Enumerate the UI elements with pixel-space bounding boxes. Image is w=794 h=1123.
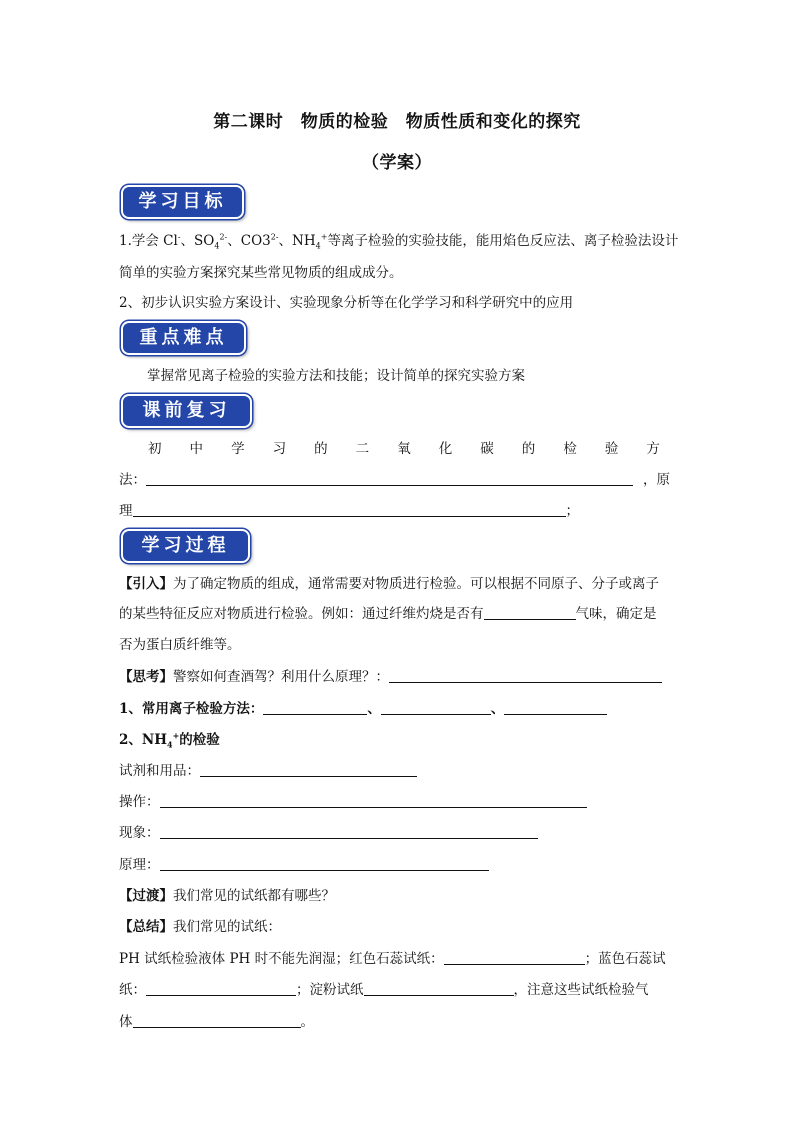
summary-text: 我们常见的试纸： xyxy=(173,919,281,935)
test-paper-text: 纸： xyxy=(119,982,146,998)
subscript: 4 xyxy=(315,241,321,251)
answer-blank[interactable] xyxy=(364,981,514,996)
review-line-2 xyxy=(119,468,670,488)
test-paper-text: ，注意这些试纸检验气 xyxy=(513,982,649,998)
goal-line-1 xyxy=(119,229,678,251)
phenomenon-line xyxy=(119,821,538,841)
review-text: ； xyxy=(565,503,579,519)
goal-text: 、SO xyxy=(180,233,215,249)
superscript: 2- xyxy=(219,232,228,242)
goal-text: 等离子检验的实验技能，能用焰色反应法、离子检验法设计 xyxy=(327,233,679,249)
answer-blank[interactable] xyxy=(504,700,607,715)
question-text: 1、常用离子检验方法： xyxy=(119,701,264,717)
intro-text: 为了确定物质的组成，通常需要对物质进行检验。可以根据不同原子、分子或离子 xyxy=(173,576,659,592)
question-text: 的检验 xyxy=(179,732,220,748)
intro-line-2 xyxy=(119,602,657,622)
answer-blank[interactable] xyxy=(484,605,576,620)
review-char: 验 xyxy=(604,441,619,457)
question-1 xyxy=(119,697,607,717)
test-paper-text: ；蓝色石蕊试 xyxy=(584,951,666,967)
field-label: 原理： xyxy=(119,857,160,873)
section-badge-process: 学习过程 xyxy=(121,529,250,563)
goal-text: 1.学会 Cl xyxy=(119,233,178,249)
review-char: 初 xyxy=(148,441,162,457)
field-label: 操作： xyxy=(119,794,160,810)
test-paper-text: 。 xyxy=(300,1014,314,1030)
review-char: 学 xyxy=(231,441,245,457)
review-line-3 xyxy=(119,499,579,519)
answer-blank[interactable] xyxy=(133,1013,301,1028)
field-label: 现象： xyxy=(119,825,160,841)
test-paper-text: 体 xyxy=(119,1014,133,1030)
transition-tag: 【过渡】 xyxy=(119,888,173,904)
field-label: 试剂和用品： xyxy=(119,763,200,779)
answer-blank[interactable] xyxy=(263,700,367,715)
subscript: 4 xyxy=(167,739,173,750)
answer-blank[interactable] xyxy=(444,950,585,965)
answer-blank[interactable] xyxy=(146,981,296,996)
goal-text: 、NH xyxy=(278,233,316,249)
answer-blank[interactable] xyxy=(146,471,633,486)
section-badge-key-points: 重点难点 xyxy=(121,321,246,355)
test-paper-line-3 xyxy=(119,1010,314,1030)
answer-blank[interactable] xyxy=(389,668,662,683)
review-char: 方 xyxy=(646,441,660,457)
goal-line-2: 简单的实验方案探究某些常见物质的组成成分。 xyxy=(119,265,403,281)
review-text: ，原 xyxy=(643,472,670,488)
answer-blank[interactable] xyxy=(160,824,538,839)
intro-line-1 xyxy=(119,572,659,592)
answer-blank[interactable] xyxy=(200,762,417,777)
question-text: 2、NH xyxy=(119,732,167,748)
page-title: 第二课时 物质的检验 物质性质和变化的探究 xyxy=(213,112,581,132)
intro-line-3: 否为蛋白质纤维等。 xyxy=(119,637,241,653)
separator: 、 xyxy=(367,701,381,717)
superscript: 2- xyxy=(270,232,279,242)
summary-tag: 【总结】 xyxy=(119,919,173,935)
reagents-line xyxy=(119,759,417,779)
key-points-text: 掌握常见离子检验的实验方法和技能；设计简单的探究实验方案 xyxy=(147,368,525,384)
think-tag: 【思考】 xyxy=(119,669,173,685)
intro-text: 的某些特征反应对物质进行检验。例如：通过纤维灼烧是否有 xyxy=(119,606,484,622)
principle-line xyxy=(119,853,489,873)
review-char: 的 xyxy=(314,441,328,457)
review-char: 习 xyxy=(272,441,287,457)
answer-blank[interactable] xyxy=(381,700,491,715)
review-text: 法： xyxy=(119,472,146,488)
page-subtitle: （学案） xyxy=(362,153,432,173)
answer-blank[interactable] xyxy=(160,856,489,871)
subscript: 4 xyxy=(214,241,220,251)
answer-blank[interactable] xyxy=(133,502,566,517)
think-text: 警察如何查酒驾？利用什么原理？： xyxy=(173,669,389,685)
transition-text: 我们常见的试纸都有哪些？ xyxy=(173,888,335,904)
section-badge-goals: 学习目标 xyxy=(121,185,244,219)
test-paper-text: PH 试纸检验液体 PH 时不能先润湿；红色石蕊试纸： xyxy=(119,951,444,967)
review-char: 化 xyxy=(438,441,453,457)
review-char: 氧 xyxy=(397,441,411,457)
answer-blank[interactable] xyxy=(160,793,587,808)
question-2 xyxy=(119,728,220,750)
summary-line xyxy=(119,915,281,935)
operation-line xyxy=(119,790,587,810)
intro-text: 气味，确定是 xyxy=(575,606,657,622)
review-line-1 xyxy=(148,437,660,457)
review-char: 检 xyxy=(563,441,577,457)
review-char: 的 xyxy=(521,441,536,457)
test-paper-line-1 xyxy=(119,947,666,967)
think-line xyxy=(119,665,662,685)
separator: 、 xyxy=(490,701,505,717)
transition-line xyxy=(119,884,335,904)
review-char: 二 xyxy=(355,441,370,457)
review-text: 理 xyxy=(119,503,133,519)
superscript: + xyxy=(320,232,328,242)
goal-line-3: 2、初步认识实验方案设计、实验现象分析等在化学学习和科学研究中的应用 xyxy=(119,295,574,311)
section-badge-review: 课前复习 xyxy=(121,394,252,428)
goal-text: 、CO3 xyxy=(227,233,271,249)
test-paper-line-2 xyxy=(119,978,649,998)
test-paper-text: ；淀粉试纸 xyxy=(296,982,364,998)
review-char: 碳 xyxy=(480,441,494,457)
intro-tag: 【引入】 xyxy=(119,576,173,592)
review-char: 中 xyxy=(189,441,204,457)
superscript: - xyxy=(177,232,181,242)
superscript: + xyxy=(172,730,180,741)
